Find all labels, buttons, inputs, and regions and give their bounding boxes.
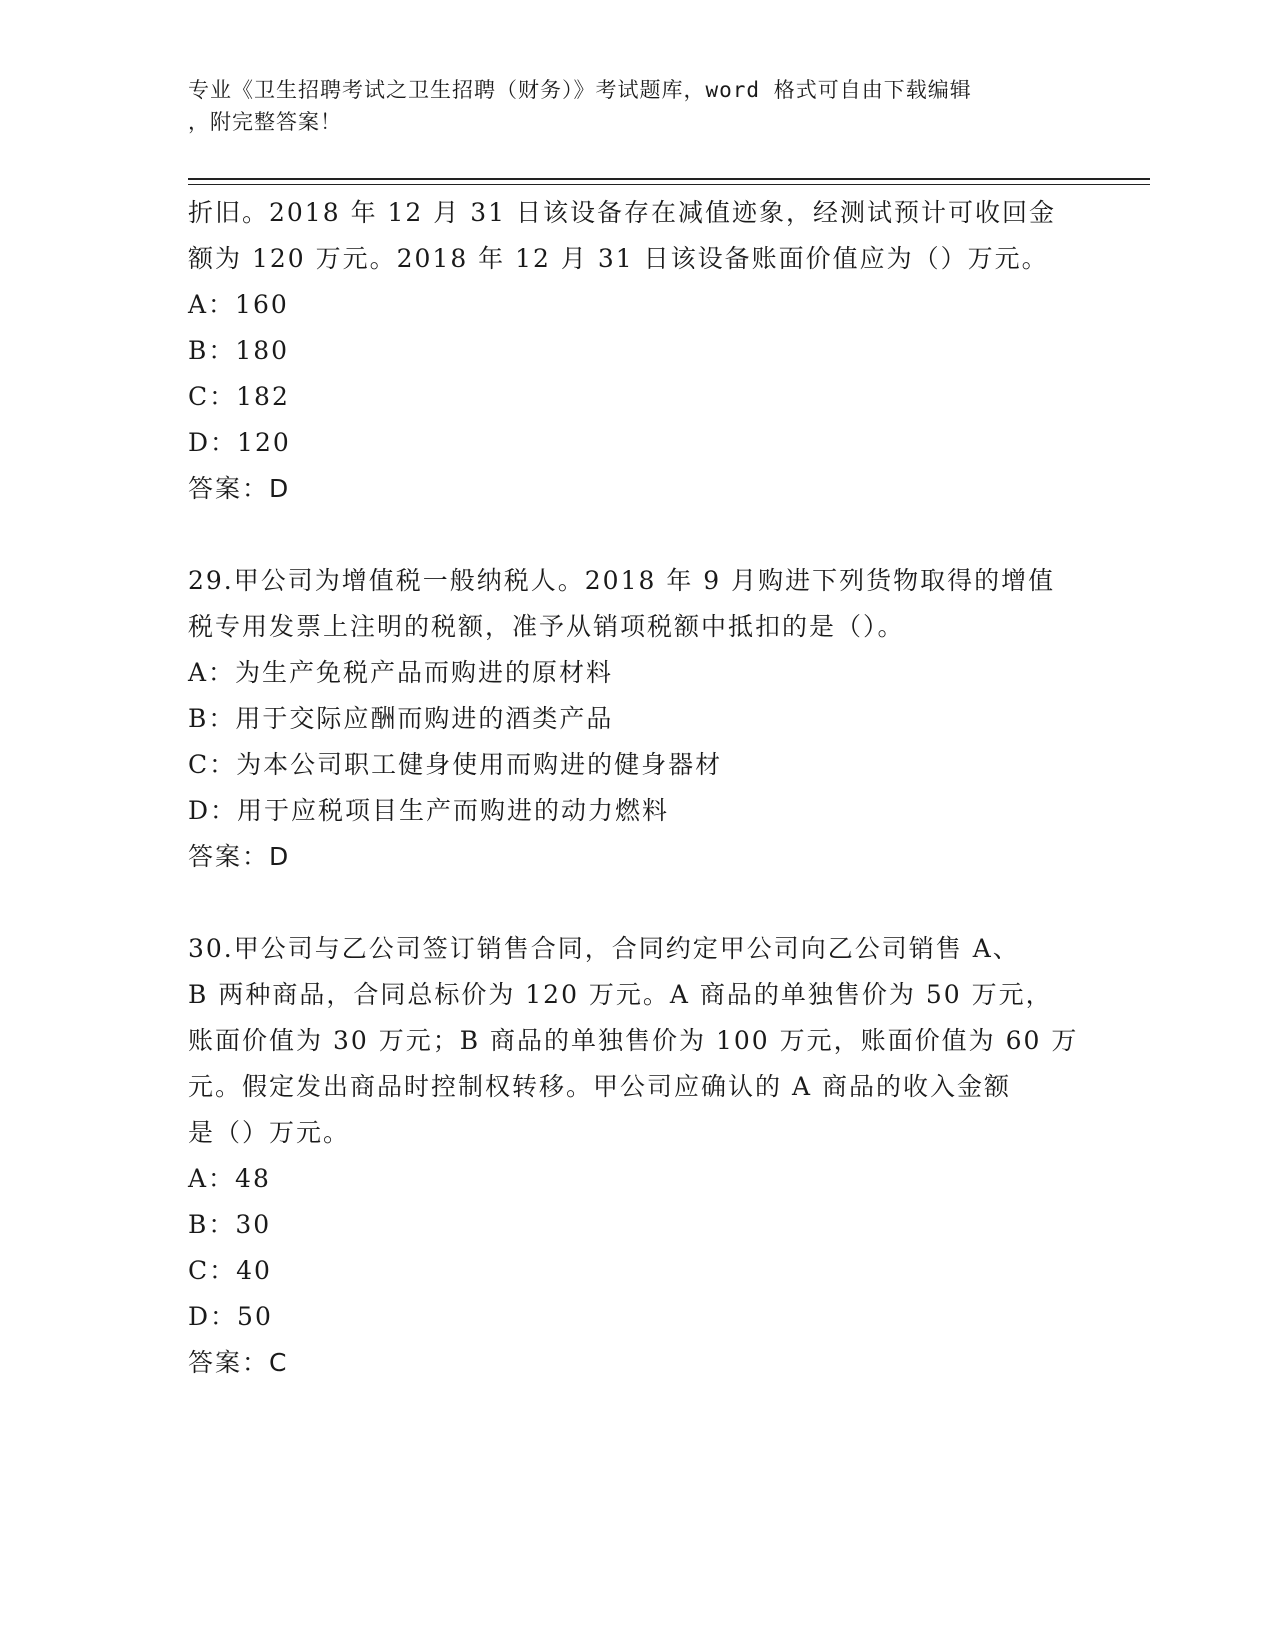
option-c: C：为本公司职工健身使用而购进的健身器材 [188,750,723,779]
answer-line: 答案：D [188,474,291,503]
option-c: C：40 [188,1256,272,1285]
question-stem-line: 29.甲公司为增值税一般纳税人。2018 年 9 月购进下列货物取得的增值 [188,566,1056,595]
question-stem-line: 额为 120 万元。2018 年 12 月 31 日该设备账面价值应为（）万元。 [188,244,1049,273]
document-body [188,190,1088,1386]
option-a: A：160 [188,290,289,319]
header-line-2: ，附完整答案！ [188,110,342,134]
option-d: D：120 [188,428,291,457]
option-d: D：用于应税项目生产而购进的动力燃料 [188,796,670,825]
document-header [188,74,1078,138]
header-rule-thick [188,178,1150,180]
option-b: B：180 [188,336,290,365]
header-rule-thin [188,184,1150,185]
question-28 [188,190,1088,512]
spacer [188,512,1088,558]
option-c: C：182 [188,382,290,411]
question-stem-line: 折旧。2018 年 12 月 31 日该设备存在减值迹象，经测试预计可收回金 [188,198,1056,227]
question-stem-line: 账面价值为 30 万元；B 商品的单独售价为 100 万元，账面价值为 60 万 [188,1026,1079,1055]
option-a: A：为生产免税产品而购进的原材料 [188,658,614,687]
spacer [188,880,1088,926]
question-stem-line: 税专用发票上注明的税额，准予从销项税额中抵扣的是（）。 [188,612,905,641]
question-stem-line: B 两种商品，合同总标价为 120 万元。A 商品的单独售价为 50 万元， [188,980,1053,1009]
answer-line: 答案：D [188,842,291,871]
option-a: A：48 [188,1164,271,1193]
question-stem-line: 30.甲公司与乙公司签订销售合同，合同约定甲公司向乙公司销售 A、 [188,934,1020,963]
header-line-1: 专业《卫生招聘考试之卫生招聘（财务）》考试题库，word 格式可自由下载编辑 [188,78,972,102]
question-30 [188,926,1088,1386]
option-b: B：用于交际应酬而购进的酒类产品 [188,704,614,733]
question-stem-line: 是（）万元。 [188,1118,351,1147]
question-stem-line: 元。假定发出商品时控制权转移。甲公司应确认的 A 商品的收入金额 [188,1072,1011,1101]
question-29 [188,558,1088,880]
option-d: D：50 [188,1302,273,1331]
answer-line: 答案：C [188,1348,289,1377]
option-b: B：30 [188,1210,272,1239]
